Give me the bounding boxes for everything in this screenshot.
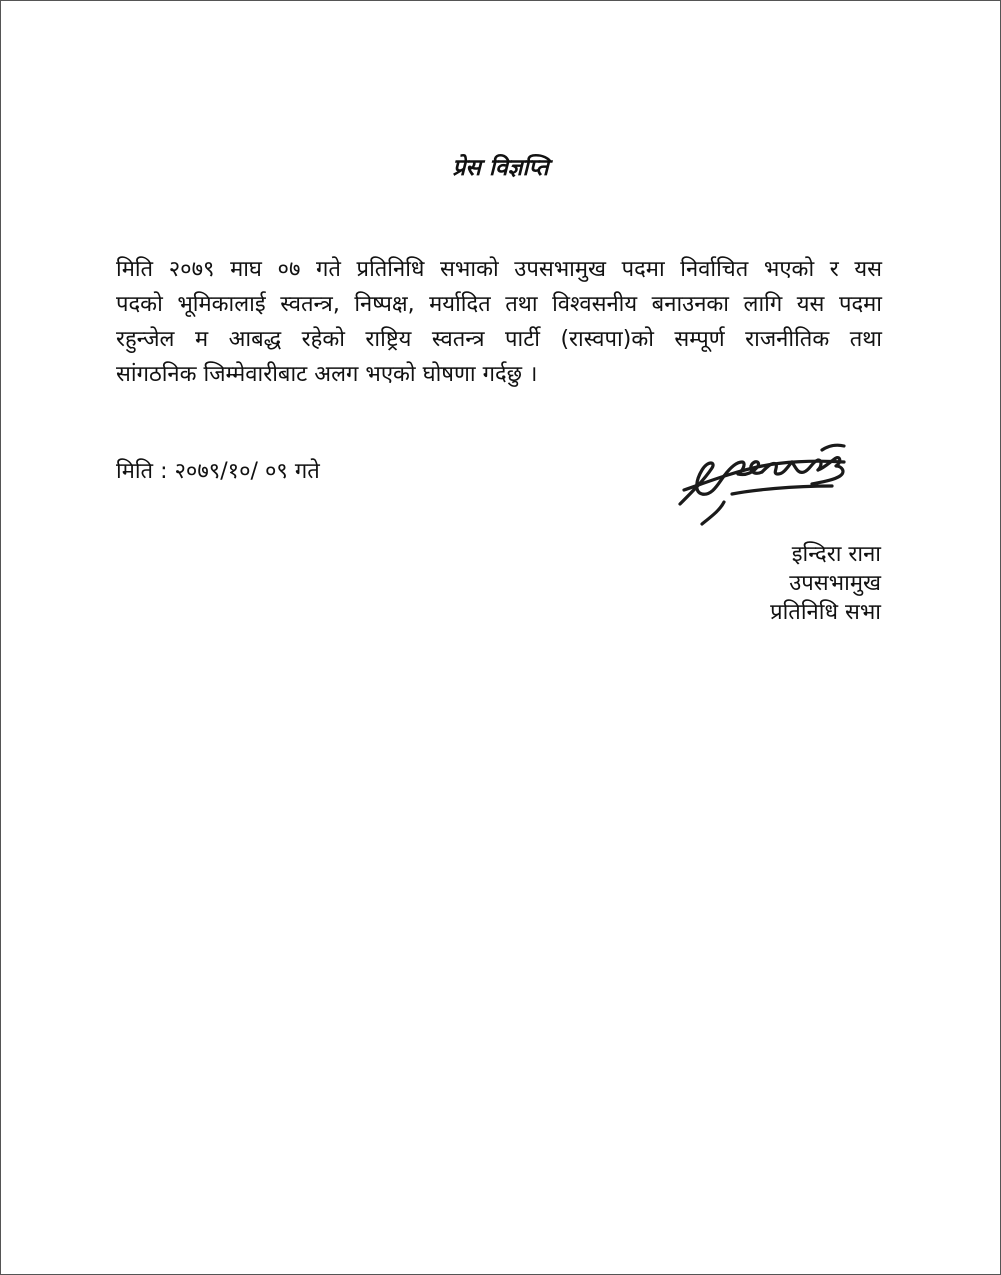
signatory-office: प्रतिनिधि सभा bbox=[770, 600, 881, 625]
signatory-block bbox=[770, 540, 881, 627]
signatory-name: इन्दिरा राना bbox=[791, 542, 881, 567]
statement-line: मिति २०७९ माघ ०७ गते प्रतिनिधि सभाको उपसभामुख पदमा निर्वाचित भएको र यस bbox=[116, 257, 882, 282]
issue-date: मिति : २०७९/१०/ ०९ गते bbox=[116, 459, 320, 484]
document-title: प्रेस विज्ञप्ति bbox=[452, 155, 549, 181]
statement-line: रहुन्जेल म आबद्ध रहेको राष्ट्रिय स्वतन्त्र पार्टी (रास्वपा)को सम्पूर्ण राजनीतिक तथा bbox=[116, 327, 882, 352]
statement-body bbox=[116, 252, 882, 392]
signatory-position: उपसभामुख bbox=[789, 571, 881, 596]
handwritten-signature bbox=[672, 432, 857, 532]
statement-line: पदको भूमिकालाई स्वतन्त्र, निष्पक्ष, मर्यादित तथा विश्वसनीय बनाउनका लागि यस पदमा bbox=[116, 292, 882, 317]
statement-line: सांगठनिक जिम्मेवारीबाट अलग भएको घोषणा गर्दछु । bbox=[116, 362, 538, 387]
